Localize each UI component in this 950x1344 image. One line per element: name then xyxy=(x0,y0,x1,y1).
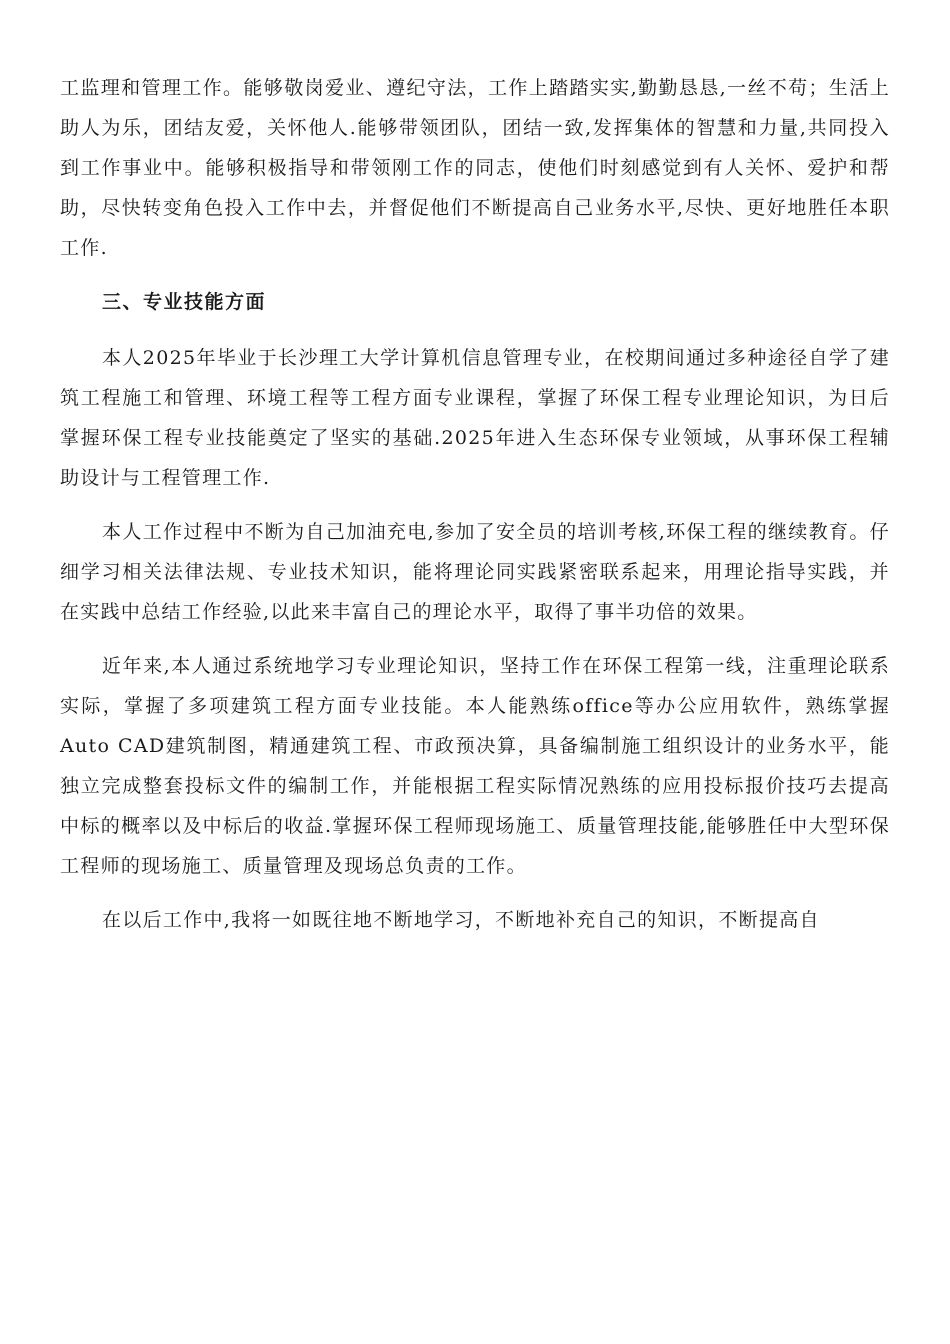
paragraph-training: 本人工作过程中不断为自己加油充电,参加了安全员的培训考核,环保工程的继续教育。仔细学习相关法律法规、专业技术知识，能将理论同实践紧密联系起来，用理论指导实践，并在实践中总结工作经验,以此来丰富自己的理论水平，取得了事半功倍的效果。 xyxy=(60,521,890,623)
paragraph-skills: 近年来,本人通过系统地学习专业理论知识，坚持工作在环保工程第一线，注重理论联系实际，掌握了多项建筑工程方面专业技能。本人能熟练office等办公应用软件，熟练掌握Auto CAD建筑制图，精通建筑工程、市政预决算，具备编制施工组织设计的业务水平，能独立完成整套投标文件的编制工作，并能根据工程实际情况熟练的应用投标报价技巧去提高中标的概率以及中标后的收益.掌握环保工程师现场施工、质量管理技能,能够胜任中大型环保工程师的现场施工、质量管理及现场总负责的工作。 xyxy=(60,655,890,877)
document-page xyxy=(60,68,890,954)
paragraph-future: 在以后工作中,我将一如既往地不断地学习，不断地补充自己的知识，不断提高自 xyxy=(102,909,820,931)
paragraph-education: 本人2025年毕业于长沙理工大学计算机信息管理专业，在校期间通过多种途径自学了建筑工程施工和管理、环境工程等工程方面专业课程，掌握了环保工程专业理论知识，为日后掌握环保工程专业技能奠定了坚实的基础.2025年进入生态环保专业领域，从事环保工程辅助设计与工程管理工作. xyxy=(60,347,890,489)
section-heading: 三、专业技能方面 xyxy=(102,291,267,313)
paragraph-continued: 工监理和管理工作。能够敬岗爱业、遵纪守法，工作上踏踏实实,勤勤恳恳,一丝不苟；生活上助人为乐，团结友爱，关怀他人.能够带领团队，团结一致,发挥集体的智慧和力量,共同投入到工作事业中。能够积极指导和带领刚工作的同志，使他们时刻感觉到有人关怀、爱护和帮助，尽快转变角色投入工作中去，并督促他们不断提高自己业务水平,尽快、更好地胜任本职工作. xyxy=(60,77,890,259)
